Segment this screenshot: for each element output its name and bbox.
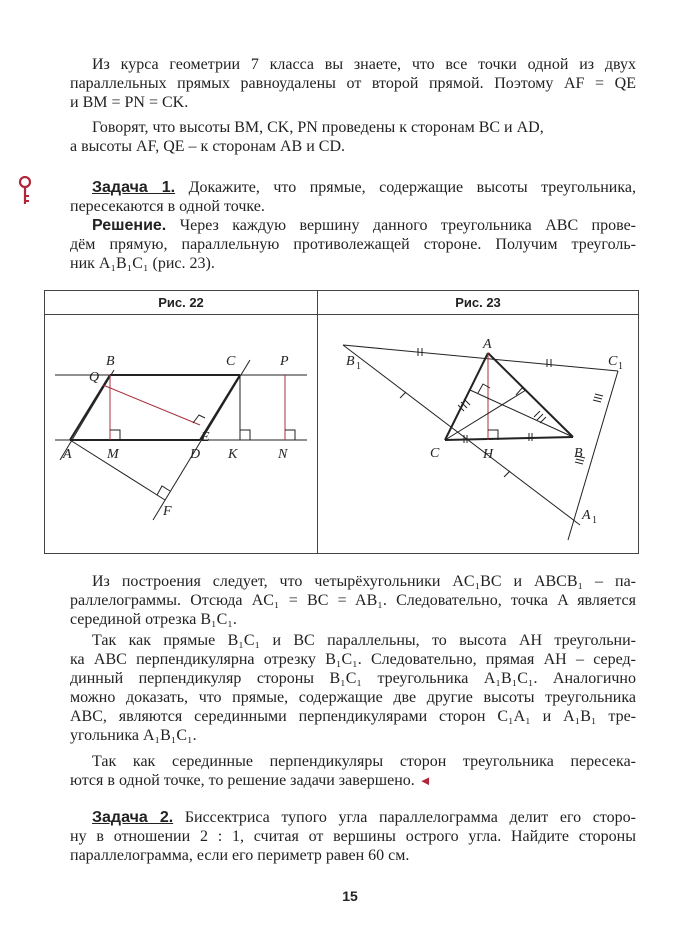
figures-box bbox=[44, 290, 639, 554]
text-line: Из курса геометрии 7 класса вы знаете, что все точки одной из двух bbox=[92, 56, 636, 73]
fig23-label-A: A bbox=[483, 337, 492, 352]
solution-text-line: дём прямую, параллельную противолежащей стороне. Получим треуголь- bbox=[70, 236, 636, 253]
text-line: а высоты AF, QE – к сторонам AB и CD. bbox=[70, 138, 345, 155]
fig22-label-D: D bbox=[190, 447, 201, 462]
text-line: раллелограммы. Отсюда AC₁ = BC = AB₁. Следовательно, точка A является bbox=[70, 592, 636, 609]
fig23-label-B: B bbox=[574, 446, 583, 461]
fig22-label-B: B bbox=[106, 354, 115, 369]
text-line: серединой отрезка B₁C₁. bbox=[70, 611, 237, 628]
fig22-label-A: A bbox=[63, 447, 72, 462]
task-2-text-line: параллелограмма, если его периметр равен 60 см. bbox=[70, 847, 410, 864]
paragraph-parallelograms bbox=[70, 572, 636, 629]
fig22-label-F: F bbox=[163, 504, 172, 519]
fig22-label-K: K bbox=[228, 447, 238, 462]
fig22-label-P: P bbox=[280, 354, 289, 369]
fig22-label-C: C bbox=[226, 354, 236, 369]
fig23-label-B1-sub: 1 bbox=[356, 361, 361, 372]
paragraph-perpendicular-bisectors bbox=[70, 631, 636, 745]
text-line: ются в одной точке, то решение задачи завершено. bbox=[70, 772, 415, 789]
end-of-proof-mark: ◄ bbox=[418, 773, 432, 788]
text-line: угольника A₁B₁C₁. bbox=[70, 727, 197, 744]
fig22-label-Q: Q bbox=[89, 370, 100, 385]
fig23-label-B1: B bbox=[346, 354, 355, 369]
solution-text-line: ник A₁B₁C₁ (рис. 23). bbox=[70, 255, 215, 272]
fig23-label-A1-sub: 1 bbox=[592, 515, 597, 526]
task-2-text-line: ну в отношении 2 : 1, считая от вершины острого угла. Найдите стороны bbox=[70, 828, 636, 845]
fig23-title: Рис. 23 bbox=[455, 295, 501, 310]
task-2 bbox=[70, 808, 636, 865]
fig23-label-H: H bbox=[483, 447, 494, 462]
key-icon bbox=[18, 176, 32, 211]
text-line: Из построения следует, что четырёхугольники AC₁BC и ABCB₁ – па- bbox=[92, 573, 636, 590]
paragraph-heights-definition bbox=[70, 118, 636, 156]
task-2-line bbox=[70, 808, 636, 827]
text-line: ABC, являются серединными перпендикулярами сторон C₁A₁ и A₁B₁ тре- bbox=[70, 708, 636, 725]
text-line-with-endmark bbox=[70, 771, 636, 790]
fig23-label-C1-sub: 1 bbox=[618, 361, 623, 372]
text-line: Говорят, что высоты BM, CK, PN проведены к сторонам BC и AD, bbox=[92, 119, 544, 136]
paragraph-conclusion bbox=[70, 752, 636, 790]
fig23-label-C1: C bbox=[608, 354, 618, 369]
task-1 bbox=[70, 178, 636, 273]
fig23-label-C: C bbox=[430, 446, 440, 461]
page-number: 15 bbox=[342, 888, 358, 904]
text-line: можно доказать, что прямые, содержащие две другие высоты треугольника bbox=[70, 689, 636, 706]
fig23-label-A1: A bbox=[582, 508, 591, 523]
task-1-line bbox=[70, 178, 636, 197]
fig22-label-E: E bbox=[201, 430, 210, 445]
text-line: Так как серединные перпендикуляры сторон треугольника пересека- bbox=[92, 753, 636, 770]
solution-title: Решение. bbox=[92, 217, 167, 234]
fig22-label-M: M bbox=[107, 447, 119, 462]
text-line: и BM = PN = CK. bbox=[70, 94, 189, 111]
text-line: ка ABC перпендикулярна отрезку B₁C₁. Следовательно, прямая AH – серед- bbox=[70, 651, 636, 668]
solution-line bbox=[70, 216, 636, 235]
task-2-title: Задача 2. bbox=[92, 809, 174, 826]
task-2-text: Биссектриса тупого угла параллелограмма делит его сторо- bbox=[184, 809, 636, 826]
paragraph-equal-distances bbox=[70, 55, 636, 112]
fig23-diagram bbox=[318, 315, 638, 553]
task-1-title: Задача 1. bbox=[92, 179, 176, 196]
text-line: Так как прямые B₁C₁ и BC параллельны, то высота AH треугольни- bbox=[92, 632, 636, 649]
task-1-text-line: пересекаются в одной точке. bbox=[70, 198, 265, 215]
task-1-text: Докажите, что прямые, содержащие высоты треугольника, bbox=[188, 179, 636, 196]
text-line: динный перпендикуляр стороны B₁C₁ треугольника A₁B₁C₁. Аналогично bbox=[70, 670, 636, 687]
solution-text: Через каждую вершину данного треугольника ABC прове- bbox=[179, 217, 637, 234]
fig22-title: Рис. 22 bbox=[158, 295, 204, 310]
fig22-diagram bbox=[45, 315, 317, 553]
text-line: параллельных прямых равноудалены от второй прямой. Поэтому AF = QE bbox=[70, 75, 636, 92]
fig22-label-N: N bbox=[278, 447, 288, 462]
